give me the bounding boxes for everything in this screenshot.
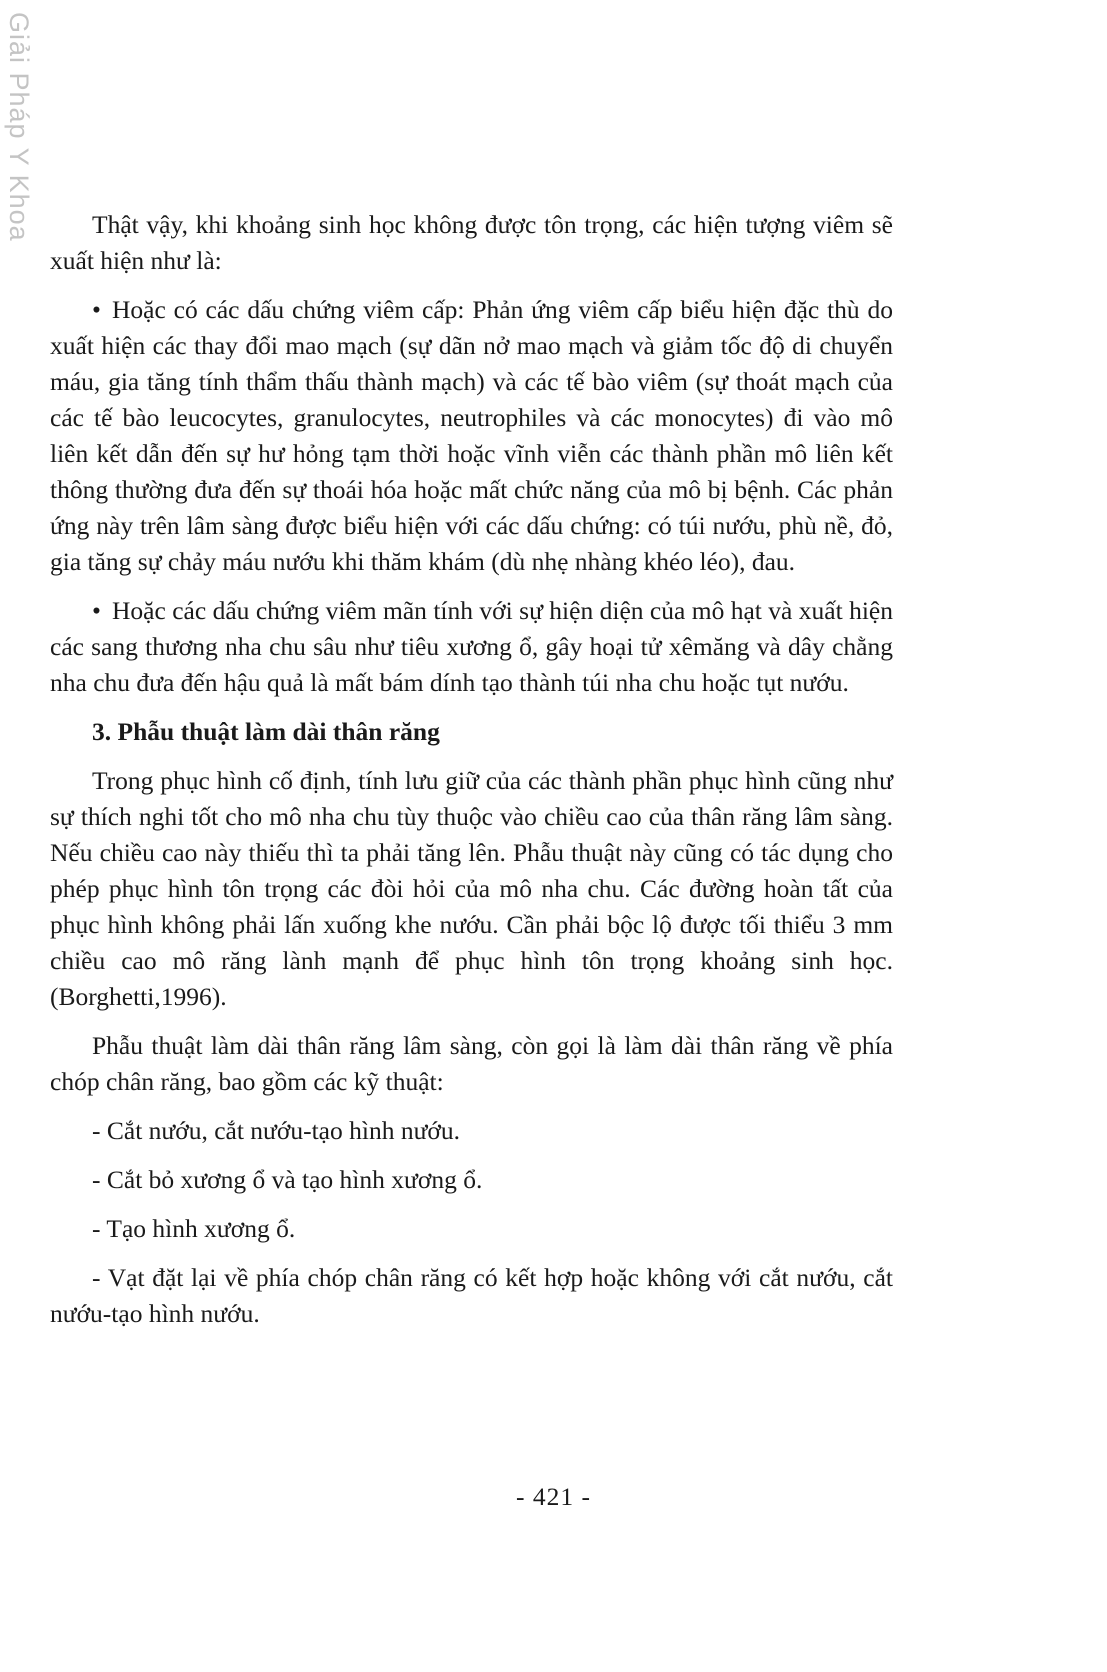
bullet-icon: • bbox=[92, 295, 101, 324]
paragraph-acute-inflammation bbox=[50, 292, 893, 580]
list-item: - Cắt nướu, cắt nướu-tạo hình nướu. bbox=[92, 1116, 461, 1145]
body-text bbox=[50, 207, 893, 1345]
paragraph-chronic-inflammation bbox=[50, 593, 893, 701]
list-item: - Cắt bỏ xương ổ và tạo hình xương ổ. bbox=[92, 1165, 483, 1194]
paragraph-acute-text: Hoặc có các dấu chứng viêm cấp: Phản ứng viêm cấp biểu hiện đặc thù do xuất hiện các thay đổi mao mạch (sự dãn nở mao mạch và giảm tốc độ di chuyển máu, gia tăng tính thẩm thấu thành mạch) và các tế bào viêm (sự thoát mạch của các tế bào leucocytes, granulocytes, neutrophiles và các monocytes) đi vào mô liên kết dẫn đến sự hư hỏng tạm thời hoặc vĩnh viễn các thành phần mô liên kết thông thường đưa đến sự thoái hóa hoặc mất chức năng của mô bị bệnh. Các phản ứng này trên lâm sàng được biểu hiện với các dấu chứng: có túi nướu, phù nề, đỏ, gia tăng sự chảy máu nướu khi thăm khám (dù nhẹ nhàng khéo léo), đau. bbox=[50, 295, 893, 576]
paragraph-intro: Thật vậy, khi khoảng sinh học không được tôn trọng, các hiện tượng viêm sẽ xuất hiện như là: bbox=[50, 210, 893, 275]
section-heading: 3. Phẫu thuật làm dài thân răng bbox=[92, 717, 440, 746]
watermark: Giải Pháp Y Khoa bbox=[4, 12, 34, 242]
paragraph-chronic-text: Hoặc các dấu chứng viêm mãn tính với sự hiện diện của mô hạt và xuất hiện các sang thương nha chu sâu như tiêu xương ổ, gây hoại tử xêmăng và dây chằng nha chu đưa đến hậu quả là mất bám dính tạo thành túi nha chu hoặc tụt nướu. bbox=[50, 596, 893, 697]
page-number: - 421 - bbox=[516, 1482, 591, 1511]
bullet-icon: • bbox=[92, 596, 101, 625]
list-item: - Vạt đặt lại về phía chóp chân răng có kết hợp hoặc không với cắt nướu, cắt nướu-tạo hình nướu. bbox=[50, 1263, 893, 1328]
list-item: - Tạo hình xương ổ. bbox=[92, 1214, 296, 1243]
paragraph-fixed-prosthesis: Trong phục hình cố định, tính lưu giữ của các thành phần phục hình cũng như sự thích nghi tốt cho mô nha chu tùy thuộc vào chiều cao của thân răng lâm sàng. Nếu chiều cao này thiếu thì ta phải tăng lên. Phẫu thuật này cũng có tác dụng cho phép phục hình tôn trọng các đòi hỏi của mô nha chu. Các đường hoàn tất của phục hình không phải lấn xuống khe nướu. Cần phải bộc lộ được tối thiểu 3 mm chiều cao mô răng lành mạnh để phục hình tôn trọng khoảng sinh học. (Borghetti,1996). bbox=[50, 766, 893, 1011]
paragraph-crown-lengthening: Phẫu thuật làm dài thân răng lâm sàng, còn gọi là làm dài thân răng về phía chóp chân răng, bao gồm các kỹ thuật: bbox=[50, 1031, 893, 1096]
